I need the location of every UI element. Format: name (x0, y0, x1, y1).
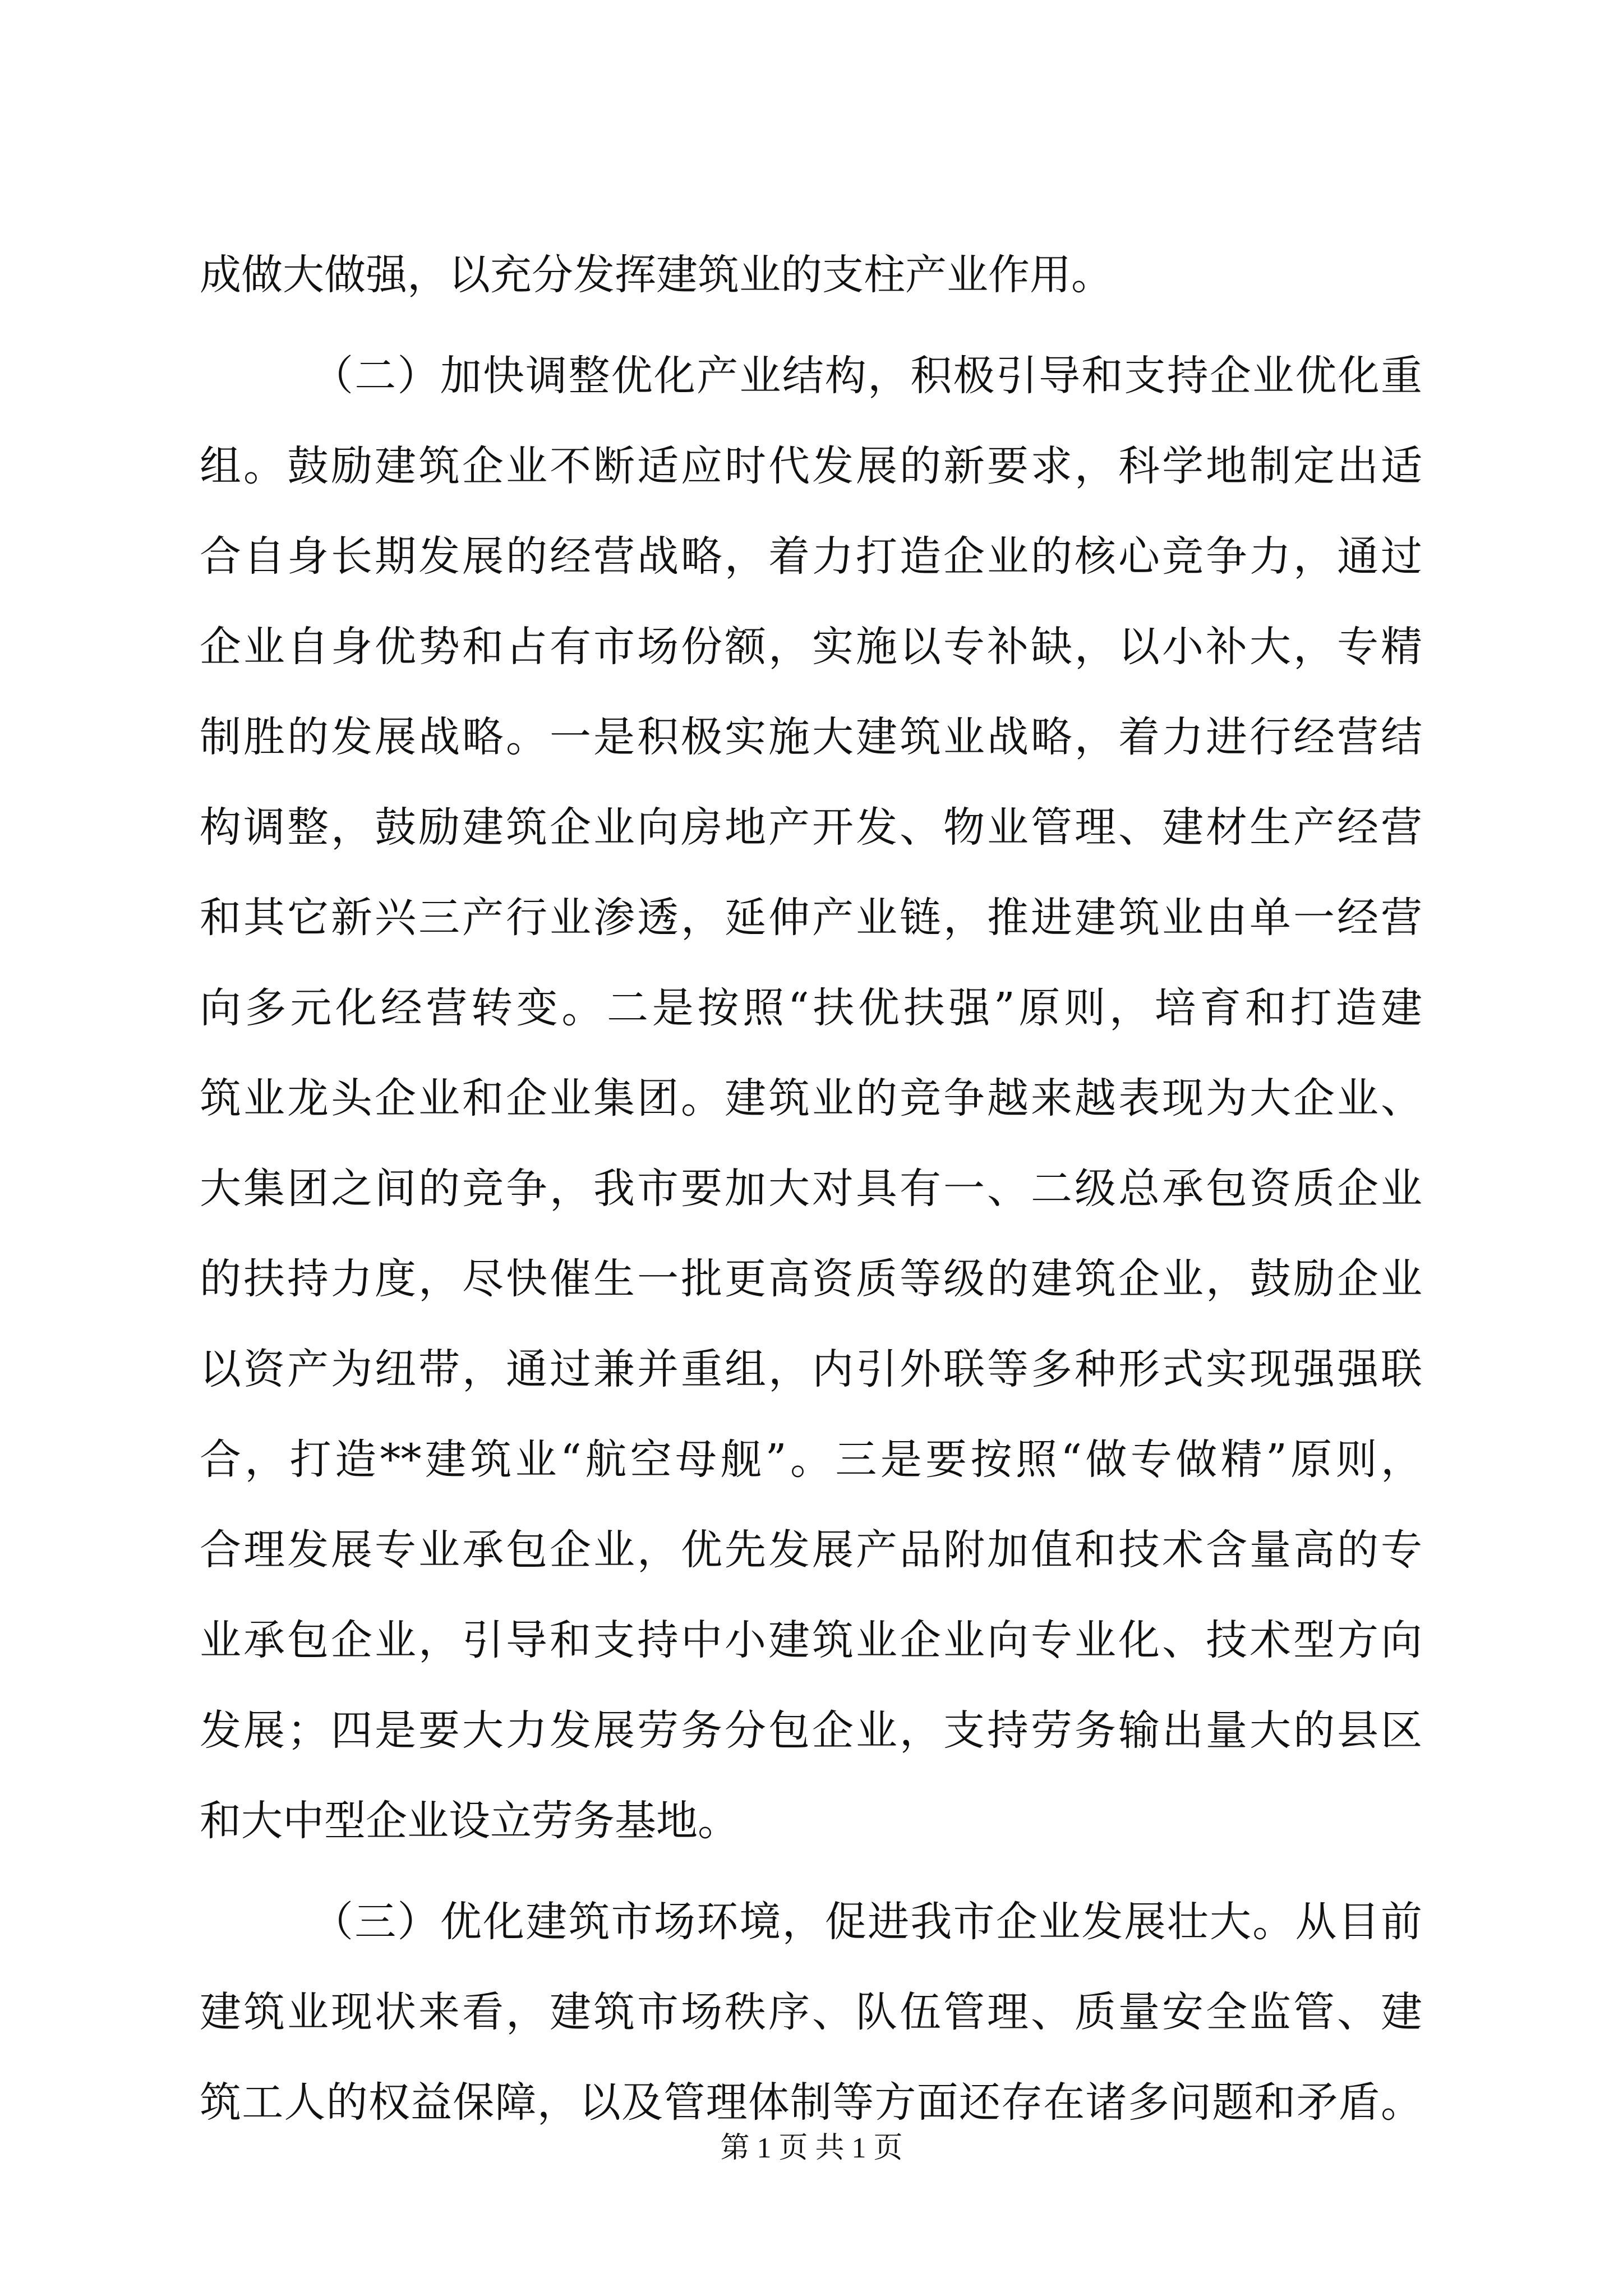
paragraph-gap (200, 1866, 1422, 1877)
page-number-label: 第 1 页 共 1 页 (720, 2132, 903, 2164)
text-line: 合，打造**建筑业“航空母舰”。三是要按照“做专做精”原则， (200, 1435, 1422, 1484)
text-line: 筑业龙头企业和企业集团。建筑业的竞争越来越表现为大企业、 (200, 1074, 1422, 1122)
text-line: 业承包企业，引导和支持中小建筑业企业向专业化、技术型方向 (200, 1616, 1422, 1664)
text-line: 的扶持力度，尽快催生一批更高资质等级的建筑企业，鼓励企业 (200, 1255, 1422, 1303)
text-line: 和大中型企业设立劳务基地。 (200, 1797, 739, 1845)
text-line: 合自身长期发展的经营战略，着力打造企业的核心竞争力，通过 (200, 532, 1422, 581)
text-line: 和其它新兴三产行业渗透，延伸产业链，推进建筑业由单一经营 (200, 894, 1422, 942)
text-line: 企业自身优势和占有市场份额，实施以专补缺，以小补大，专精 (200, 623, 1422, 671)
text-line: 构调整，鼓励建筑企业向房地产开发、物业管理、建材生产经营 (200, 803, 1422, 852)
document-body (200, 230, 1422, 2148)
text-line: 制胜的发展战略。一是积极实施大建筑业战略，着力进行经营结 (200, 713, 1422, 761)
text-line: 大集团之间的竞争，我市要加大对具有一、二级总承包资质企业 (200, 1165, 1422, 1213)
text-line: 建筑业现状来看，建筑市场秩序、队伍管理、质量安全监管、建 (200, 1988, 1422, 2036)
text-line: 向多元化经营转变。二是按照“扶优扶强”原则，培育和打造建 (200, 984, 1422, 1032)
paragraph-gap (200, 320, 1422, 331)
text-line: 发展；四是要大力发展劳务分包企业，支持劳务输出量大的县区 (200, 1706, 1422, 1755)
text-line: （二）加快调整优化产业结构，积极引导和支持企业优化重 (312, 352, 1422, 400)
text-line: 筑工人的权益保障，以及管理体制等方面还存在诸多问题和矛盾。 (200, 2078, 1422, 2127)
page-footer (0, 2129, 1623, 2168)
text-line: 成做大做强，以充分发挥建筑业的支柱产业作用。 (200, 251, 1113, 299)
text-line: （三）优化建筑市场环境，促进我市企业发展壮大。从目前 (312, 1898, 1422, 1946)
text-line: 组。鼓励建筑企业不断适应时代发展的新要求，科学地制定出适 (200, 442, 1422, 490)
text-line: 以资产为纽带，通过兼并重组，内引外联等多种形式实现强强联 (200, 1345, 1422, 1393)
text-line: 合理发展专业承包企业，优先发展产品附加值和技术含量高的专 (200, 1526, 1422, 1574)
